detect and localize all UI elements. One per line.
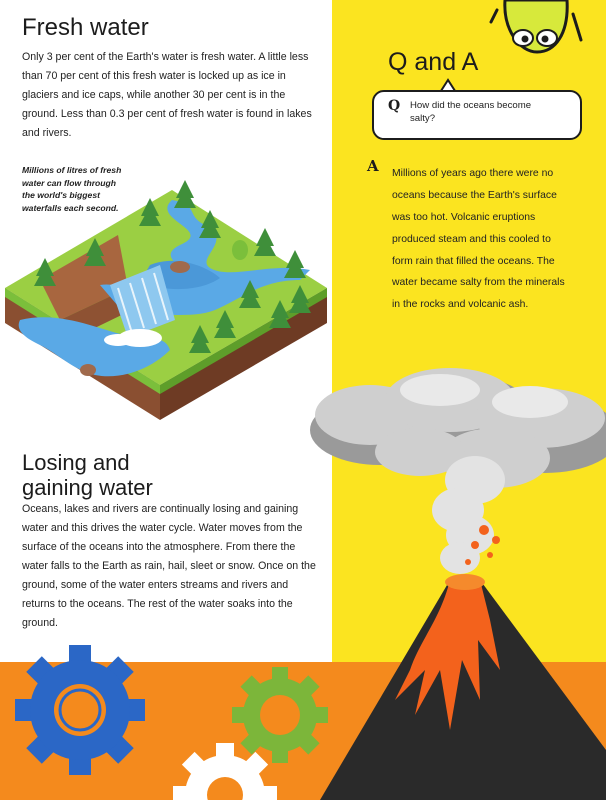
water-drop-mascot-icon xyxy=(485,0,585,60)
qa-title: Q and A xyxy=(388,48,479,76)
fresh-water-title: Fresh water xyxy=(22,14,149,41)
gears-illustration xyxy=(0,625,330,800)
losing-gaining-body: Oceans, lakes and rivers are continually losing and gaining water and this drives the water cycle. Water moves from the surface of the oceans into the atmosphere. From there the water falls to the Earth as rain, hail, sleet or snow. Once on the ground, some of the water enters streams and rivers and returns to the oceans. The rest of the water soaks into the ground. xyxy=(22,503,316,629)
waterfall-caption: Millions of litres of fresh water can flow through the world's biggest waterfalls each second. xyxy=(22,165,122,213)
question-box xyxy=(372,90,582,140)
green-gear-icon xyxy=(232,667,328,763)
fresh-water-body: Only 3 per cent of the Earth's water is fresh water. A little less than 70 per cent of this fresh water is locked up as ice in glaciers and ice caps, while another 30 per cent is in the ground. Less than 0.3 per cent of fresh water is found in lakes and rivers. xyxy=(22,51,312,139)
answer-letter: A xyxy=(367,157,379,175)
question-text: How did the oceans become salty? xyxy=(410,100,532,124)
answer-text: Millions of years ago there were no oceans because the Earth's surface was too hot. Volcanic eruptions produced steam and this cooled to form rain that filled the oceans. The water became salty from the minerals in the rocks and volcanic ash. xyxy=(392,168,565,311)
erupting-volcano-illustration xyxy=(300,370,606,800)
waterfall-landscape-illustration xyxy=(0,170,330,435)
white-gear-icon xyxy=(173,743,277,800)
blue-gear-icon xyxy=(15,645,145,775)
losing-gaining-title-line1: Losing and xyxy=(22,450,130,475)
losing-gaining-title xyxy=(22,450,153,500)
question-letter: Q xyxy=(388,98,401,114)
losing-gaining-title-line2: gaining water xyxy=(22,475,153,500)
